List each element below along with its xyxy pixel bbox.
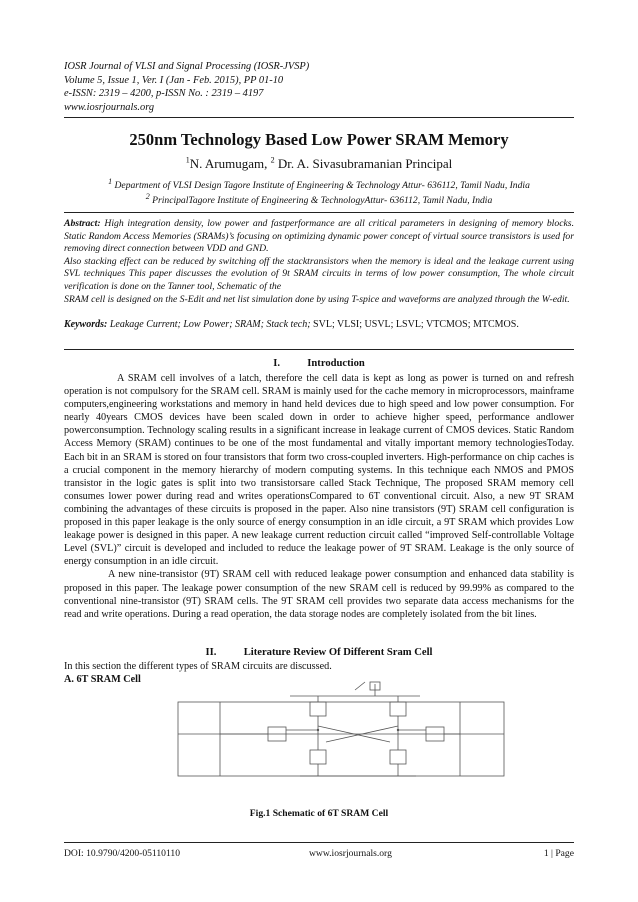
subsection-6t-heading: A. 6T SRAM Cell [64, 674, 141, 685]
section-1-heading [64, 358, 574, 369]
abstract [64, 218, 574, 306]
abstract-p1: High integration density, low power and fastperformance are all critical parameters in designing of memory blocks. Static Random Access Memories (SRAMs)’s focusing on optimizing dynamic power concept of virtual source transistors is used for removing direct connection between VDD and GND. [64, 218, 574, 255]
affil-sup-1: 1 [108, 176, 113, 186]
header-rule [64, 117, 574, 118]
section-2-heading [64, 647, 574, 658]
affiliation-2 [64, 191, 574, 206]
section-1-number: I. [273, 358, 280, 369]
section-2-intro: In this section the different types of SRAM circuits are discussed. [64, 661, 332, 672]
affil-sup-2: 2 [145, 191, 150, 201]
keywords [64, 318, 574, 331]
footer-rule [64, 842, 574, 843]
author-1: N. Arumugam, [189, 156, 271, 171]
author-line [64, 156, 574, 172]
keywords-label: Keywords: [64, 319, 108, 330]
journal-name: IOSR Journal of VLSI and Signal Processing (IOSR-JVSP) [64, 61, 310, 72]
affiliation-1 [64, 176, 574, 191]
node-q [317, 729, 319, 731]
intro-paragraph-2: A new nine-transistor (9T) SRAM cell with reduced leakage power consumption and enhanced data stability is proposed in this paper. The leakage power consumption of the new SRAM cell is reduced by 99.99% as compared to the conventional nine-transistor (9T) SRAM cells. The 9T SRAM cell provides two separate data access mechanisms for the read and write operations. During a read operation, the data storage nodes are completely isolated from the bit lines. [64, 569, 574, 620]
section-1-title: Introduction [307, 358, 365, 369]
keywords-italic: Leakage Current; Low Power; SRAM; Stack tech; [107, 319, 311, 330]
abstract-top-rule [64, 212, 574, 213]
author-sup-1: 1 [185, 155, 190, 165]
journal-header [64, 60, 574, 114]
intro-paragraph-1: A SRAM cell involves of a latch, therefore the cell data is kept as long as power is turned on and refresh operation is not compulsory for the SRAM cell. SRAM is mainly used for the cache memory in microprocessors, mainframe computers,engineering workstations and memory in hand held devices due to high speed and low power consumption. For nearly 40years CMOS devices have been scaled down in order to achieve higher speed, performance andlower powerconsumption. Technology scaling results in a significant increase in leakage current of CMOS devices. Static Random Access Memory (SRAM) continues to be one of the most fundamental and vitally important memory technologiesToday. Each bit in an SRAM is stored on four transistors that form two cross-coupled inverters. High-performance on chip caches is a crucial component in the memory hierarchy of modern computing systems. In this technique each NMOS and PMOS transistor in the logic gates is split into two transistorsare called Stack Technique, The proposed SRAM memory cell consumes lower power during read and writes operationsCompared to 6T conventional circuit. Also, a new 9T SRAM combining the advantages of these circuits is proposed in the paper. Also nine transistors (9T) SRAM cell configuration is proposed in this paper leakage is the only source of energy consumption in an idle circuit, a 9T SRAM which provides Low leakage power is designed in this paper. A new leakage current reduction circuit called “improved Self-controllable Voltage Level (SVL)” circuit is developed and included to reduce the leakage power of 9T SRAM. Leakage is the only source of energy consumption in an idle circuit. [64, 373, 574, 568]
nmos-right [390, 750, 406, 764]
6t-sram-schematic [170, 680, 514, 780]
section-2-title: Literature Review Of Different Sram Cell [243, 647, 433, 658]
section-2-number: II. [205, 647, 217, 658]
switch-symbol [355, 682, 365, 690]
affil-1-text: Department of VLSI Design Tagore Institute of Engineering & Technology Attur- 636112, Tamil Nadu, India [112, 180, 530, 191]
nmos-left [310, 750, 326, 764]
keywords-rule [64, 349, 574, 350]
pmos-left [310, 702, 326, 716]
figure-1-caption: Fig.1 Schematic of 6T SRAM Cell [249, 808, 389, 819]
footer-website: www.iosrjournals.org [309, 848, 392, 859]
footer-page-number: 1 | Page [543, 848, 574, 859]
affil-2-text: PrincipalTagore Institute of Engineering & TechnologyAttur- 636112, Tamil Nadu, India [149, 195, 493, 206]
node-qbar [397, 729, 399, 731]
keywords-plain: SVL; VLSI; USVL; LSVL; VTCMOS; MTCMOS. [310, 319, 519, 330]
journal-volume: Volume 5, Issue 1, Ver. I (Jan - Feb. 2015), PP 01-10 [64, 74, 284, 86]
journal-website: www.iosrjournals.org [64, 101, 155, 113]
footer-doi: DOI: 10.9790/4200-05110110 [64, 848, 181, 859]
author-sup-2: 2 [270, 155, 275, 165]
abstract-p3: SRAM cell is designed on the S-Edit and net list simulation done by using T-spice and waveforms are analyzed through the W-edit. [64, 293, 570, 305]
section-1-body [64, 372, 574, 621]
journal-issn: e-ISSN: 2319 – 4200, p-ISSN No. : 2319 – 4197 [64, 88, 264, 100]
abstract-label: Abstract: [64, 218, 101, 229]
pmos-right [390, 702, 406, 716]
paper-title: 250nm Technology Based Low Power SRAM Memory [129, 130, 509, 149]
author-2: Dr. A. Sivasubramanian Principal [274, 156, 453, 171]
abstract-p2: Also stacking effect can be reduced by switching off the stacktransistors when the memory is ideal and the leakage current using SVL techniques This paper discusses the evolution of 9t SRAM circuits in terms of low power consumption, The whole circuit verification is done on the Tanner tool, Schematic of the [64, 255, 574, 292]
